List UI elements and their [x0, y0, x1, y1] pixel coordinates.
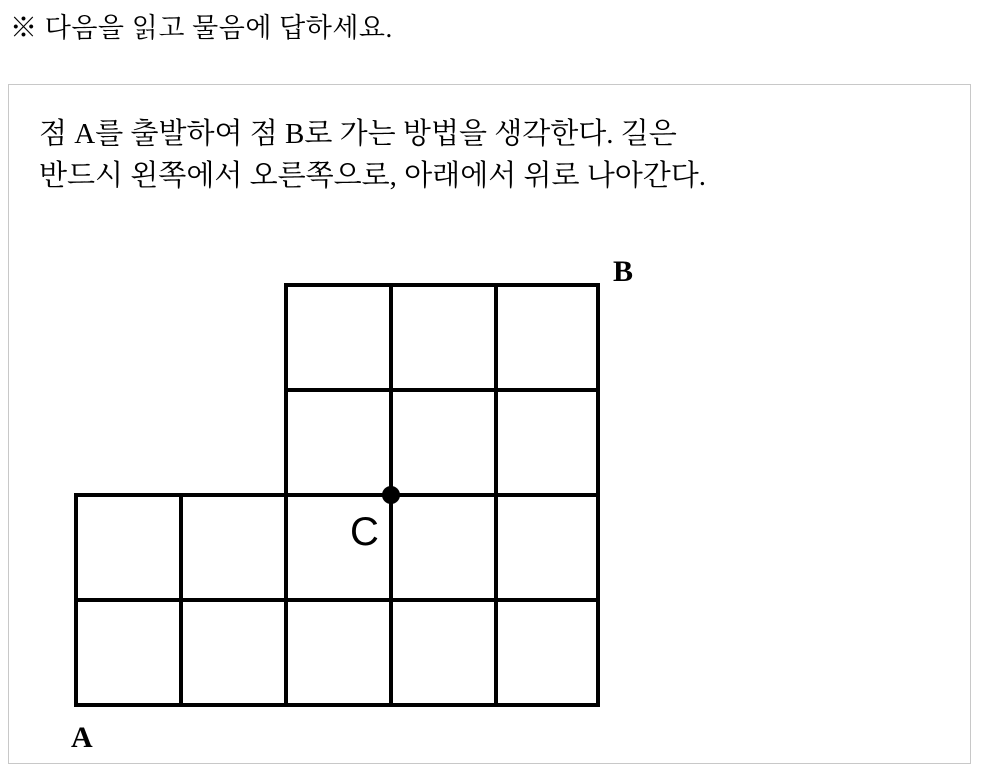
point-c-marker	[382, 486, 400, 504]
prompt-line-1: 점 A를 출발하여 점 B로 가는 방법을 생각한다. 길은	[39, 118, 677, 150]
prompt-text	[39, 113, 939, 197]
question-box	[8, 84, 971, 764]
instruction-text: ※ 다음을 읽고 물음에 답하세요.	[10, 13, 393, 43]
label-c: C	[350, 510, 379, 554]
lattice-path-figure	[9, 255, 970, 755]
lattice-grid-svg	[9, 255, 970, 755]
label-a: A	[71, 721, 93, 754]
prompt-line-2: 반드시 왼쪽에서 오른쪽으로, 아래에서 위로 나아간다.	[39, 160, 707, 193]
label-b: B	[613, 255, 634, 288]
grid-horizontal-lines	[74, 285, 600, 705]
